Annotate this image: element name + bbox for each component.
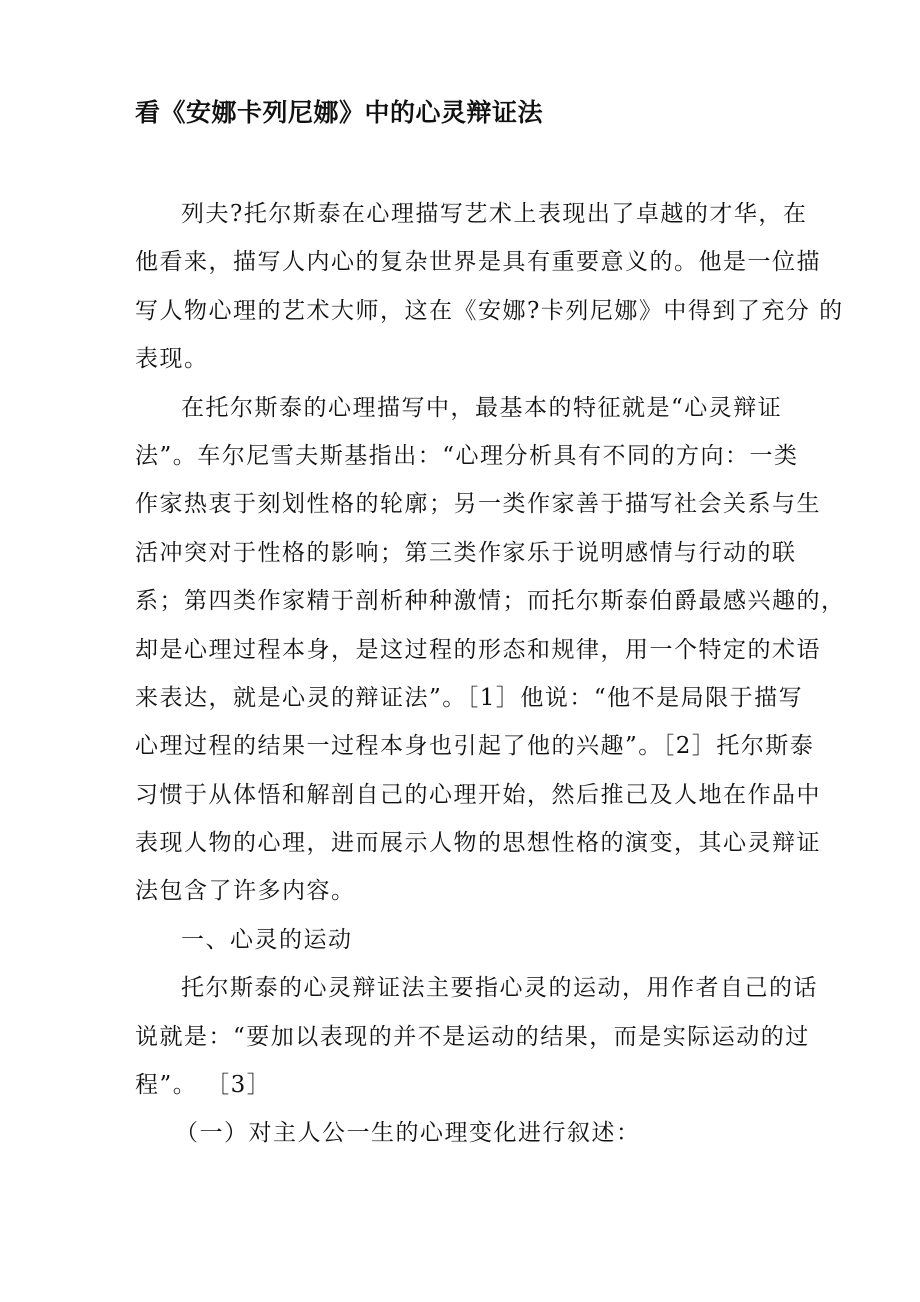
text-line: 习惯于从体悟和解剖自己的心理开始，然后推己及人地在作品中	[135, 781, 821, 808]
text-line: 他看来，描写人内心的复杂世界是具有重要意义的。他是一位描	[135, 249, 821, 276]
document-title: 看《安娜卡列尼娜》中的心灵辩证法	[135, 98, 544, 127]
text-line: 法”。车尔尼雪夫斯基指出：“心理分析具有不同的方向：一类	[135, 442, 799, 469]
text-line: 列夫?托尔斯泰在心理描写艺术上表现出了卓越的才华，在	[181, 201, 808, 227]
text-line: 法包含了许多内容。	[135, 878, 356, 905]
text-line: 表现。	[135, 346, 209, 373]
section-heading: 一、心灵的运动	[181, 926, 353, 953]
text-line: 程”。 ［3］	[135, 1072, 272, 1099]
text-line: 作家热衷于刻划性格的轮廓；另一类作家善于描写社会关系与生	[135, 491, 821, 518]
document-body	[135, 190, 846, 1158]
text-line: 在托尔斯泰的心理描写中，最基本的特征就是“心灵辩证	[181, 394, 783, 421]
text-line: 心理过程的结果一过程本身也引起了他的兴趣”。［2］托尔斯泰	[135, 733, 815, 760]
subsection-heading: （一）对主人公一生的心理变化进行叙述：	[175, 1120, 641, 1147]
text-line: 来表达，就是心灵的辩证法”。［1］他说：“他不是局限于描写	[135, 684, 804, 711]
text-line: 说就是：“要加以表现的并不是运动的结果，而是实际运动的过	[135, 1023, 810, 1050]
text-line: 活冲突对于性格的影响；第三类作家乐于说明感情与行动的联	[135, 539, 797, 566]
text-line: 写人物心理的艺术大师，这在《安娜?卡列尼娜》中得到了充分 的	[135, 297, 844, 324]
text-line: 系；第四类作家精于剖析种种激情；而托尔斯泰伯爵最感兴趣的，	[135, 588, 846, 615]
text-line: 却是心理过程本身，是这过程的形态和规律，用一个特定的术语	[135, 636, 821, 663]
text-line: 托尔斯泰的心灵辩证法主要指心灵的运动，用作者自己的话	[181, 975, 818, 1002]
text-line: 表现人物的心理，进而展示人物的思想性格的演变，其心灵辩证	[135, 830, 821, 857]
